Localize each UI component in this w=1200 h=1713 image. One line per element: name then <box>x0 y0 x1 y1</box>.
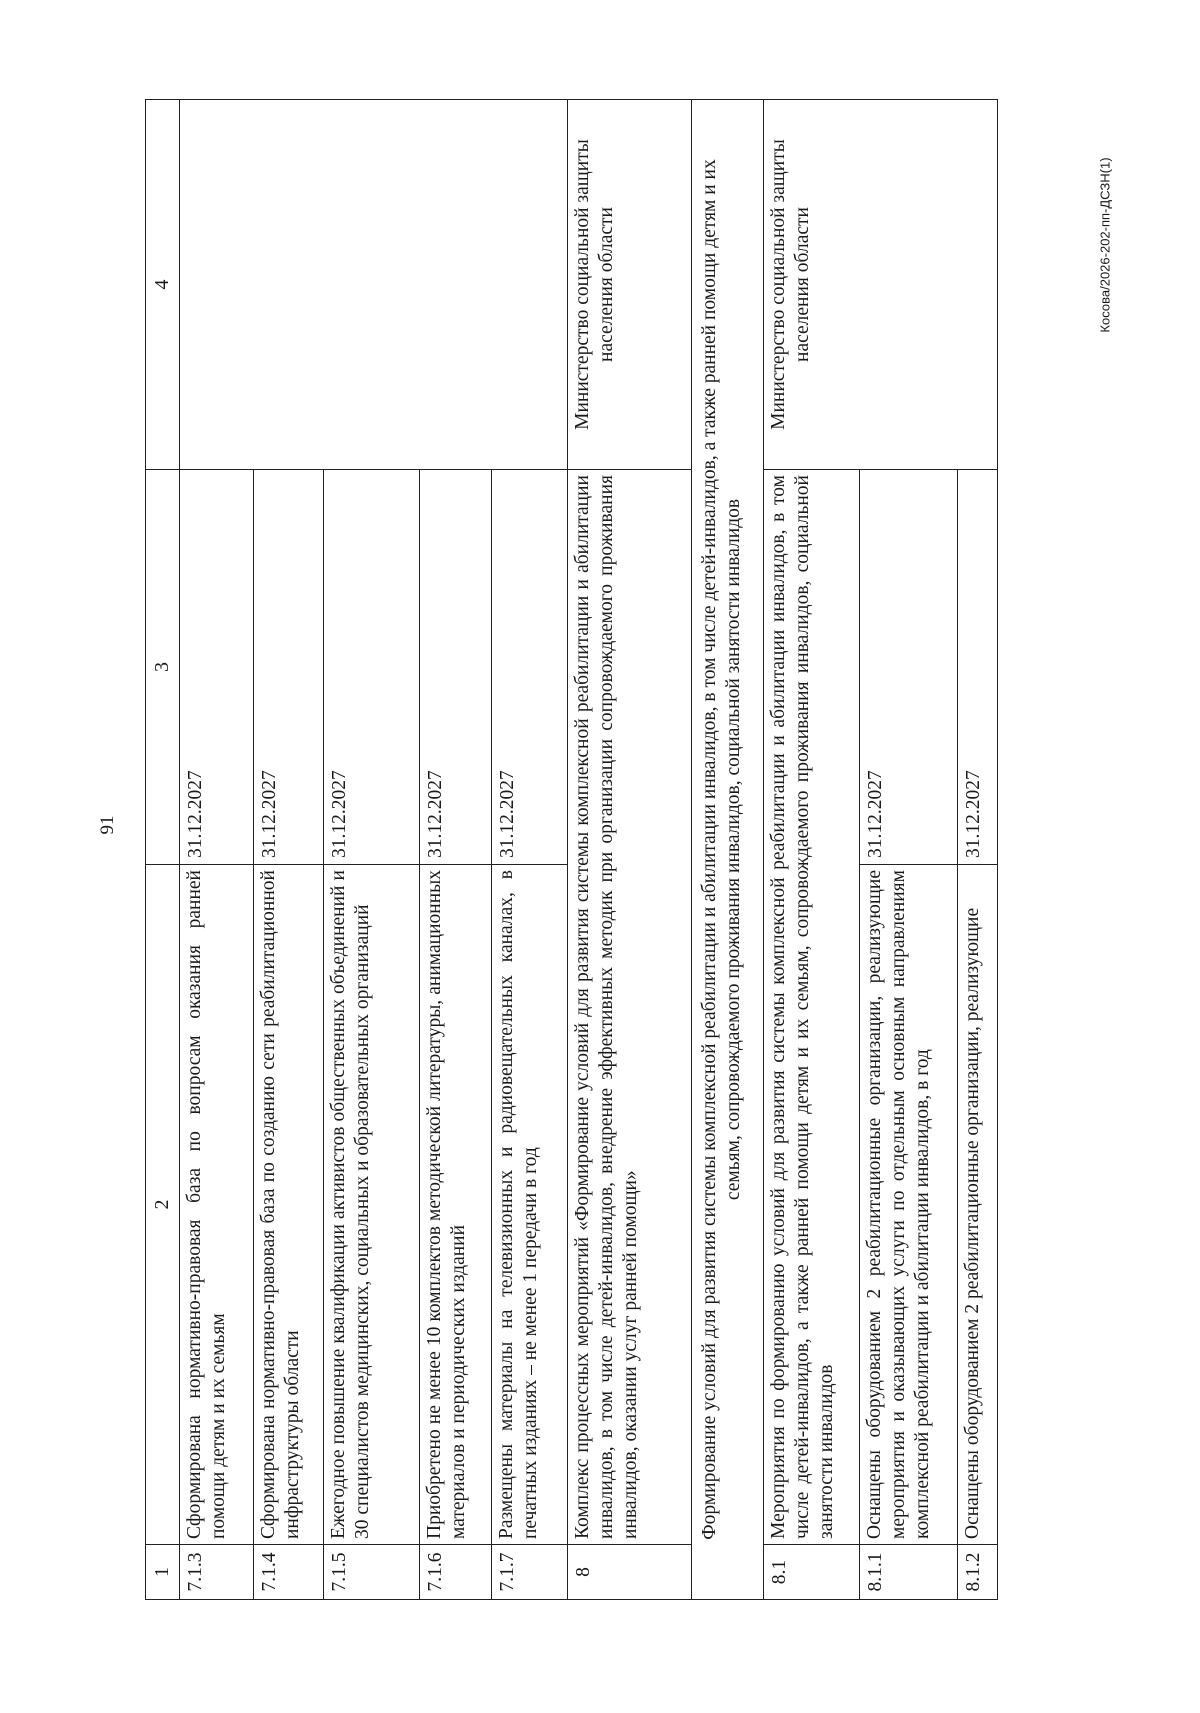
row-date: 31.12.2027 <box>254 470 324 865</box>
table-row <box>764 100 860 1600</box>
header-col-1: 1 <box>146 1545 180 1600</box>
row-executor: Министерство социальной защиты населения области <box>764 100 998 470</box>
document-code <box>1090 140 1120 350</box>
row-text: Мероприятия по формированию условий для развития системы комплексной реабилитации и абилитации инвалидов, в том числе детей-инвалидов, а также ранней помощи детям и их семьям, сопровождаемого проживания инвалидов, социальной занятости инвалидов <box>764 470 860 1545</box>
table-row <box>568 100 692 1600</box>
section-heading-row <box>692 100 764 1600</box>
row-number: 7.1.6 <box>420 1545 492 1600</box>
row-date: 31.12.2027 <box>324 470 420 865</box>
row-date: 31.12.2027 <box>420 470 492 865</box>
row-date: 31.12.2027 <box>492 470 568 865</box>
row-number: 7.1.3 <box>180 1545 254 1600</box>
executor-cell-empty <box>180 100 568 470</box>
row-text: Сформирована нормативно-правовая база по созданию сети реабилитационной инфраструктуры области <box>254 865 324 1545</box>
section-heading: Формирование условий для развития системы комплексной реабилитации и абилитации инвалидов, в том числе детей-инвалидов, а также ранней помощи детям и их семьям, сопровождаемого проживания инвалидов, социальной занятости инвалидов <box>692 100 764 1600</box>
row-number: 7.1.4 <box>254 1545 324 1600</box>
row-date: 31.12.2027 <box>180 470 254 865</box>
row-date: 31.12.2027 <box>860 470 958 865</box>
row-number: 7.1.7 <box>492 1545 568 1600</box>
header-col-3: 3 <box>146 470 180 865</box>
row-text: Размещены материалы на телевизионных и радиовещательных каналах, в печатных изданиях – не менее 1 передачи в год <box>492 865 568 1545</box>
header-col-2: 2 <box>146 865 180 1545</box>
row-number: 8 <box>568 1545 692 1600</box>
row-text: Комплекс процессных мероприятий «Формирование условий для развития системы комплексной реабилитации и абилитации инвалидов, в том числе детей-инвалидов, внедрение эффективных методик при организации сопровождаемого проживания инвалидов, оказании услуг ранней помощи» <box>568 470 692 1545</box>
rotated-table-wrapper <box>145 100 997 1600</box>
row-text: Оснащены оборудованием 2 реабилитационные организации, реализующие мероприятия и оказывающих услуги по отдельным основным направлениям комплексной реабилитации и абилитации инвалидов, в год <box>860 865 958 1545</box>
row-text: Приобретено не менее 10 комплектов методической литературы, анимационных материалов и периодических изданий <box>420 865 492 1545</box>
row-number: 7.1.5 <box>324 1545 420 1600</box>
row-date: 31.12.2027 <box>958 470 998 865</box>
events-table <box>145 99 998 1600</box>
row-number: 8.1.2 <box>958 1545 998 1600</box>
table-row <box>180 100 254 1600</box>
table-header-row <box>146 100 180 1600</box>
row-text: Ежегодное повышение квалификации активистов общественных объединений и 30 специалистов медицинских, социальных и образовательных организаций <box>324 865 420 1545</box>
row-number: 8.1.1 <box>860 1545 958 1600</box>
row-executor: Министерство социальной защиты населения области <box>568 100 692 470</box>
document-code-text: Косова/2026-202-пп-ДСЗН(1) <box>1097 157 1113 333</box>
page-number: 91 <box>97 815 118 835</box>
header-col-4: 4 <box>146 100 180 470</box>
row-text: Оснащены оборудованием 2 реабилитационные организации, реализующие <box>958 865 998 1545</box>
row-number: 8.1 <box>764 1545 860 1600</box>
row-text: Сформирована нормативно-правовая база по вопросам оказания ранней помощи детям и их семьям <box>180 865 254 1545</box>
